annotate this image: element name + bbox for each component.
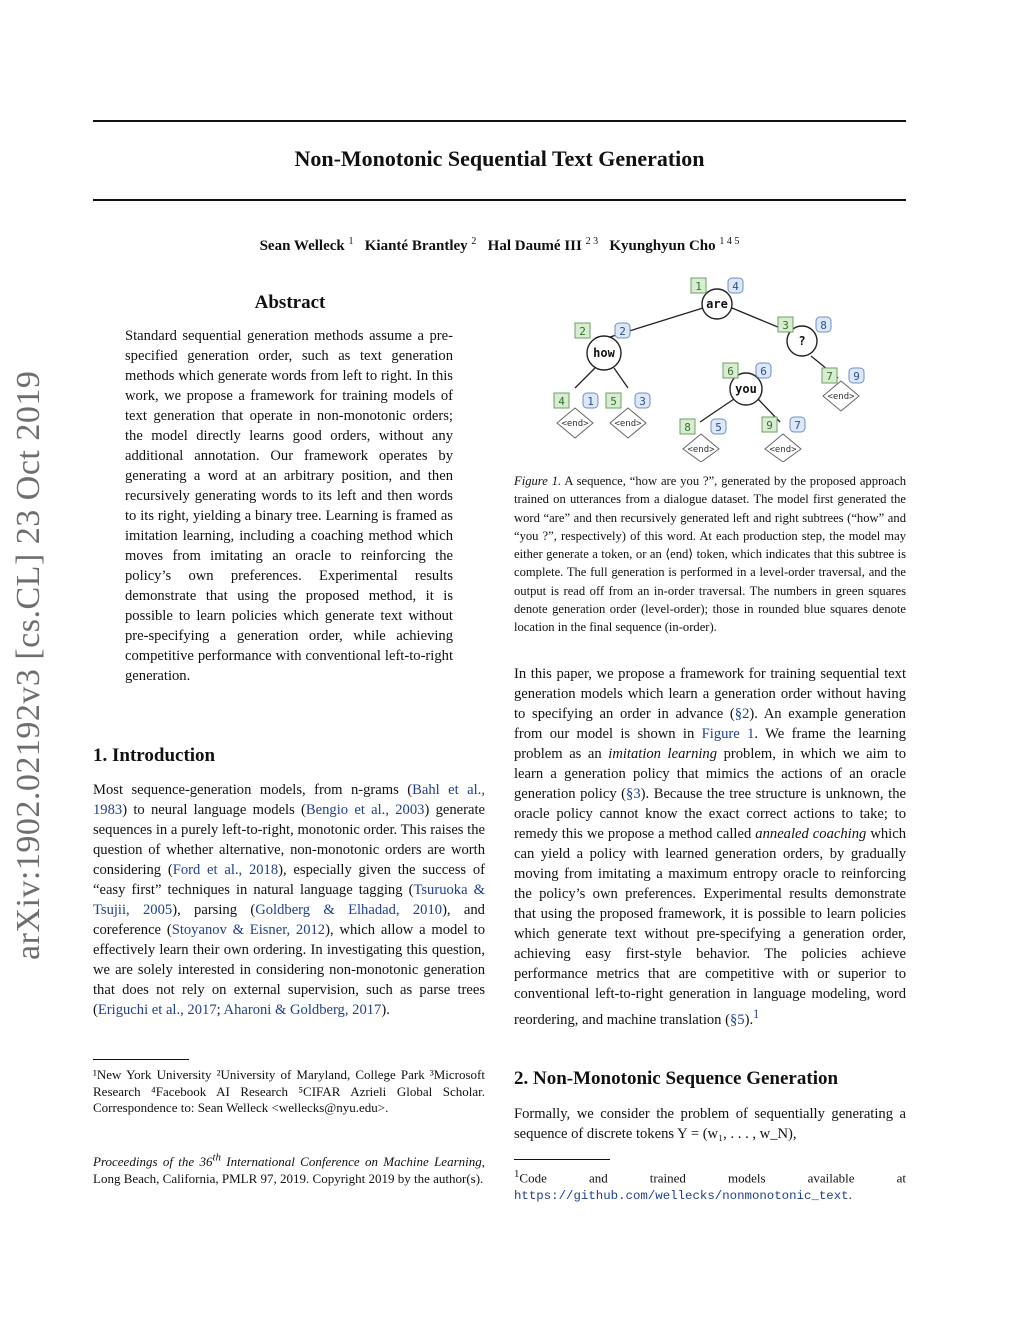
proceedings-note: Proceedings of the 36th International Conference on Machine Learning, Long Beach, California, PMLR 97, 2019. Copyright 2019 by the author(s). <box>93 1152 485 1186</box>
svg-text:how: how <box>593 346 615 360</box>
figure-label: Figure 1. <box>514 474 562 488</box>
author-affiliation: 2 3 <box>585 236 599 247</box>
title-rule-bottom <box>93 199 906 201</box>
svg-text:3: 3 <box>639 395 646 408</box>
svg-text:9: 9 <box>766 419 773 432</box>
citation-link[interactable]: Tsuruoka & Tsujii, 2005 <box>93 882 485 918</box>
footnote-rule-left <box>93 1059 189 1060</box>
section2-heading: 2. Non-Monotonic Sequence Generation <box>514 1068 839 1089</box>
affiliations-footnote: ¹New York University ²University of Maryland, College Park ³Microsoft Research ⁴Facebook AI Research ⁵CIFAR Azrieli Global Scholar. Correspondence to: Sean Welleck <wellecks@nyu.edu>. <box>93 1067 485 1115</box>
svg-text:2: 2 <box>619 325 626 338</box>
abstract-text: Standard sequential generation methods assume a pre-specified generation order, such as text generation methods which generate words from left to right. In this work, we propose a framework for training models of text generation that operate in non-monotonic orders; the model directly learns good orders, without any additional annotation. Our framework operates by generating a word at an arbitrary position, and then recursively generating words to its left and then words to its right, yielding a binary tree. Learning is framed as imitation learning, including a coaching method which moves from imitating an oracle to reinforcing the policy’s own preferences. Experimental results demonstrate that using the proposed method, it is possible to learn policies which generate text without pre-specifying a generation order, while achieving competitive performance with conventional left-to-right generation. <box>125 328 453 684</box>
svg-text:1: 1 <box>587 395 594 408</box>
svg-text:8: 8 <box>684 421 691 434</box>
svg-text:6: 6 <box>760 365 767 378</box>
svg-text:you: you <box>735 382 757 396</box>
svg-text:4: 4 <box>558 395 565 408</box>
footnote-marker[interactable]: 1 <box>753 1007 760 1021</box>
overview-paragraph: In this paper, we propose a framework for training sequential text generation models which learn a generation order without having to specifying an order in advance (§2). An example generation from our model is shown in Figure 1. We frame the learning problem as an imitation learning problem, in which we aim to learn a generation policy that mimics the actions of an oracle generation policy (§3). Because the tree structure is unknown, the oracle policy cannot know the exact correct actions to take; to remedy this we propose a method called annealed coaching which can yield a policy with learned generation orders, by gradually moving from imitating a maximum entropy oracle to reinforcing the policy’s own preferences. Experimental results demonstrate that using the proposed framework, it is possible to learn policies which generate text without pre-specifying a generation order, achieving easy first-style behavior. The policies achieve performance metrics that are competitive with or superior to conventional left-to-right generation in language modeling, word reordering, and machine translation (§5).$^1$ <box>514 666 906 1028</box>
svg-text:5: 5 <box>610 395 617 408</box>
paper-title: Non-Monotonic Sequential Text Generation <box>294 146 705 171</box>
author-name: Hal Daumé III <box>487 238 582 254</box>
svg-text:8: 8 <box>820 319 827 332</box>
svg-text:2: 2 <box>579 325 586 338</box>
svg-text:4: 4 <box>732 280 739 293</box>
svg-text:7: 7 <box>794 419 801 432</box>
footnote-rule-right <box>514 1159 610 1160</box>
svg-text:<end>: <end> <box>769 445 797 455</box>
svg-text:7: 7 <box>826 370 833 383</box>
author-name: Sean Welleck <box>259 238 345 254</box>
author-affiliation: 1 <box>348 236 354 247</box>
citation-link[interactable]: Eriguchi et al., 2017 <box>97 1002 217 1018</box>
citation-link[interactable]: Ford et al., 2018 <box>172 862 279 878</box>
svg-text:9: 9 <box>853 370 860 383</box>
section-ref-link[interactable]: §2 <box>734 706 750 722</box>
author-name: Kyunghyun Cho <box>609 238 716 254</box>
svg-text:1: 1 <box>695 280 702 293</box>
author-list <box>93 236 906 255</box>
intro-paragraph: Most sequence-generation models, from n-grams (Bahl et al., 1983) to neural language models (Bengio et al., 2003) generate sequences in a purely left-to-right, monotonic order. This raises the question of whether alternative, non-monotonic orders are worth considering (Ford et al., 2018), especially given the success of “easy first” techniques in natural language tagging (Tsuruoka & Tsujii, 2005), parsing (Goldberg & Elhadad, 2010), and coreference (Stoyanov & Eisner, 2012), which allow a model to effectively learn their own ordering. In investigating this question, we are solely interested in considering non-monotonic generation that does not rely on external supervision, such as parse trees (Eriguchi et al., 2017; Aharoni & Goldberg, 2017). <box>93 782 486 1018</box>
citation-link[interactable]: Bengio et al., 2003 <box>305 802 425 818</box>
author-name: Kianté Brantley <box>364 238 468 254</box>
svg-text:<end>: <end> <box>561 419 589 429</box>
citation-link[interactable]: Stoyanov & Eisner, 2012 <box>171 922 326 938</box>
github-link[interactable]: https://github.com/wellecks/nonmonotonic_text <box>514 1188 849 1203</box>
svg-text:6: 6 <box>727 365 734 378</box>
author-affiliation: 2 <box>471 236 477 247</box>
title-rule-top <box>93 120 906 122</box>
abstract-heading: Abstract <box>254 292 326 313</box>
intro-heading: 1. Introduction <box>93 745 216 766</box>
svg-text:<end>: <end> <box>687 445 715 455</box>
section2-text: Formally, we consider the problem of sequentially generating a sequence of discrete tokens Y = (w₁, . . . , w_N), <box>514 1106 906 1142</box>
svg-text:3: 3 <box>782 319 789 332</box>
citation-link[interactable]: Aharoni & Goldberg, 2017 <box>223 1002 382 1018</box>
generation-tree-figure <box>540 272 880 462</box>
figure-ref-link[interactable]: Figure 1 <box>701 726 755 742</box>
svg-text:are: are <box>706 297 728 311</box>
svg-text:5: 5 <box>715 421 722 434</box>
citation-link[interactable]: Bahl et al., 1983 <box>93 782 485 818</box>
citation-link[interactable]: Goldberg & Elhadad, 2010 <box>255 902 443 918</box>
svg-text:<end>: <end> <box>827 392 855 402</box>
figure-caption: Figure 1. A sequence, “how are you ?”, generated by the proposed approach trained on utterances from a dialogue dataset. The model first generated the word “are” and then recursively generated left and right subtrees (“how” and “you ?”, respectively) of this word. At each production step, the model may either generate a token, or an ⟨end⟩ token, which indicates that this subtree is complete. The full generation is performed in a level-order traversal, and the output is read off from an in-order traversal. The numbers in green squares denote generation order (level-order); those in rounded blue squares denote location in the final sequence (in-order). <box>514 474 906 635</box>
author-affiliation: 1 4 5 <box>719 236 740 247</box>
svg-text:<end>: <end> <box>614 419 642 429</box>
section-ref-link[interactable]: §3 <box>626 786 641 802</box>
section-ref-link[interactable]: §5 <box>730 1011 745 1028</box>
code-footnote: $^1$Code and trained models available at https://github.com/wellecks/nonmonotonic_text. <box>514 1168 906 1203</box>
arxiv-sidebar-id: arXiv:1902.02192v3 [cs.CL] 23 Oct 2019 <box>10 370 47 960</box>
svg-text:?: ? <box>798 334 806 348</box>
